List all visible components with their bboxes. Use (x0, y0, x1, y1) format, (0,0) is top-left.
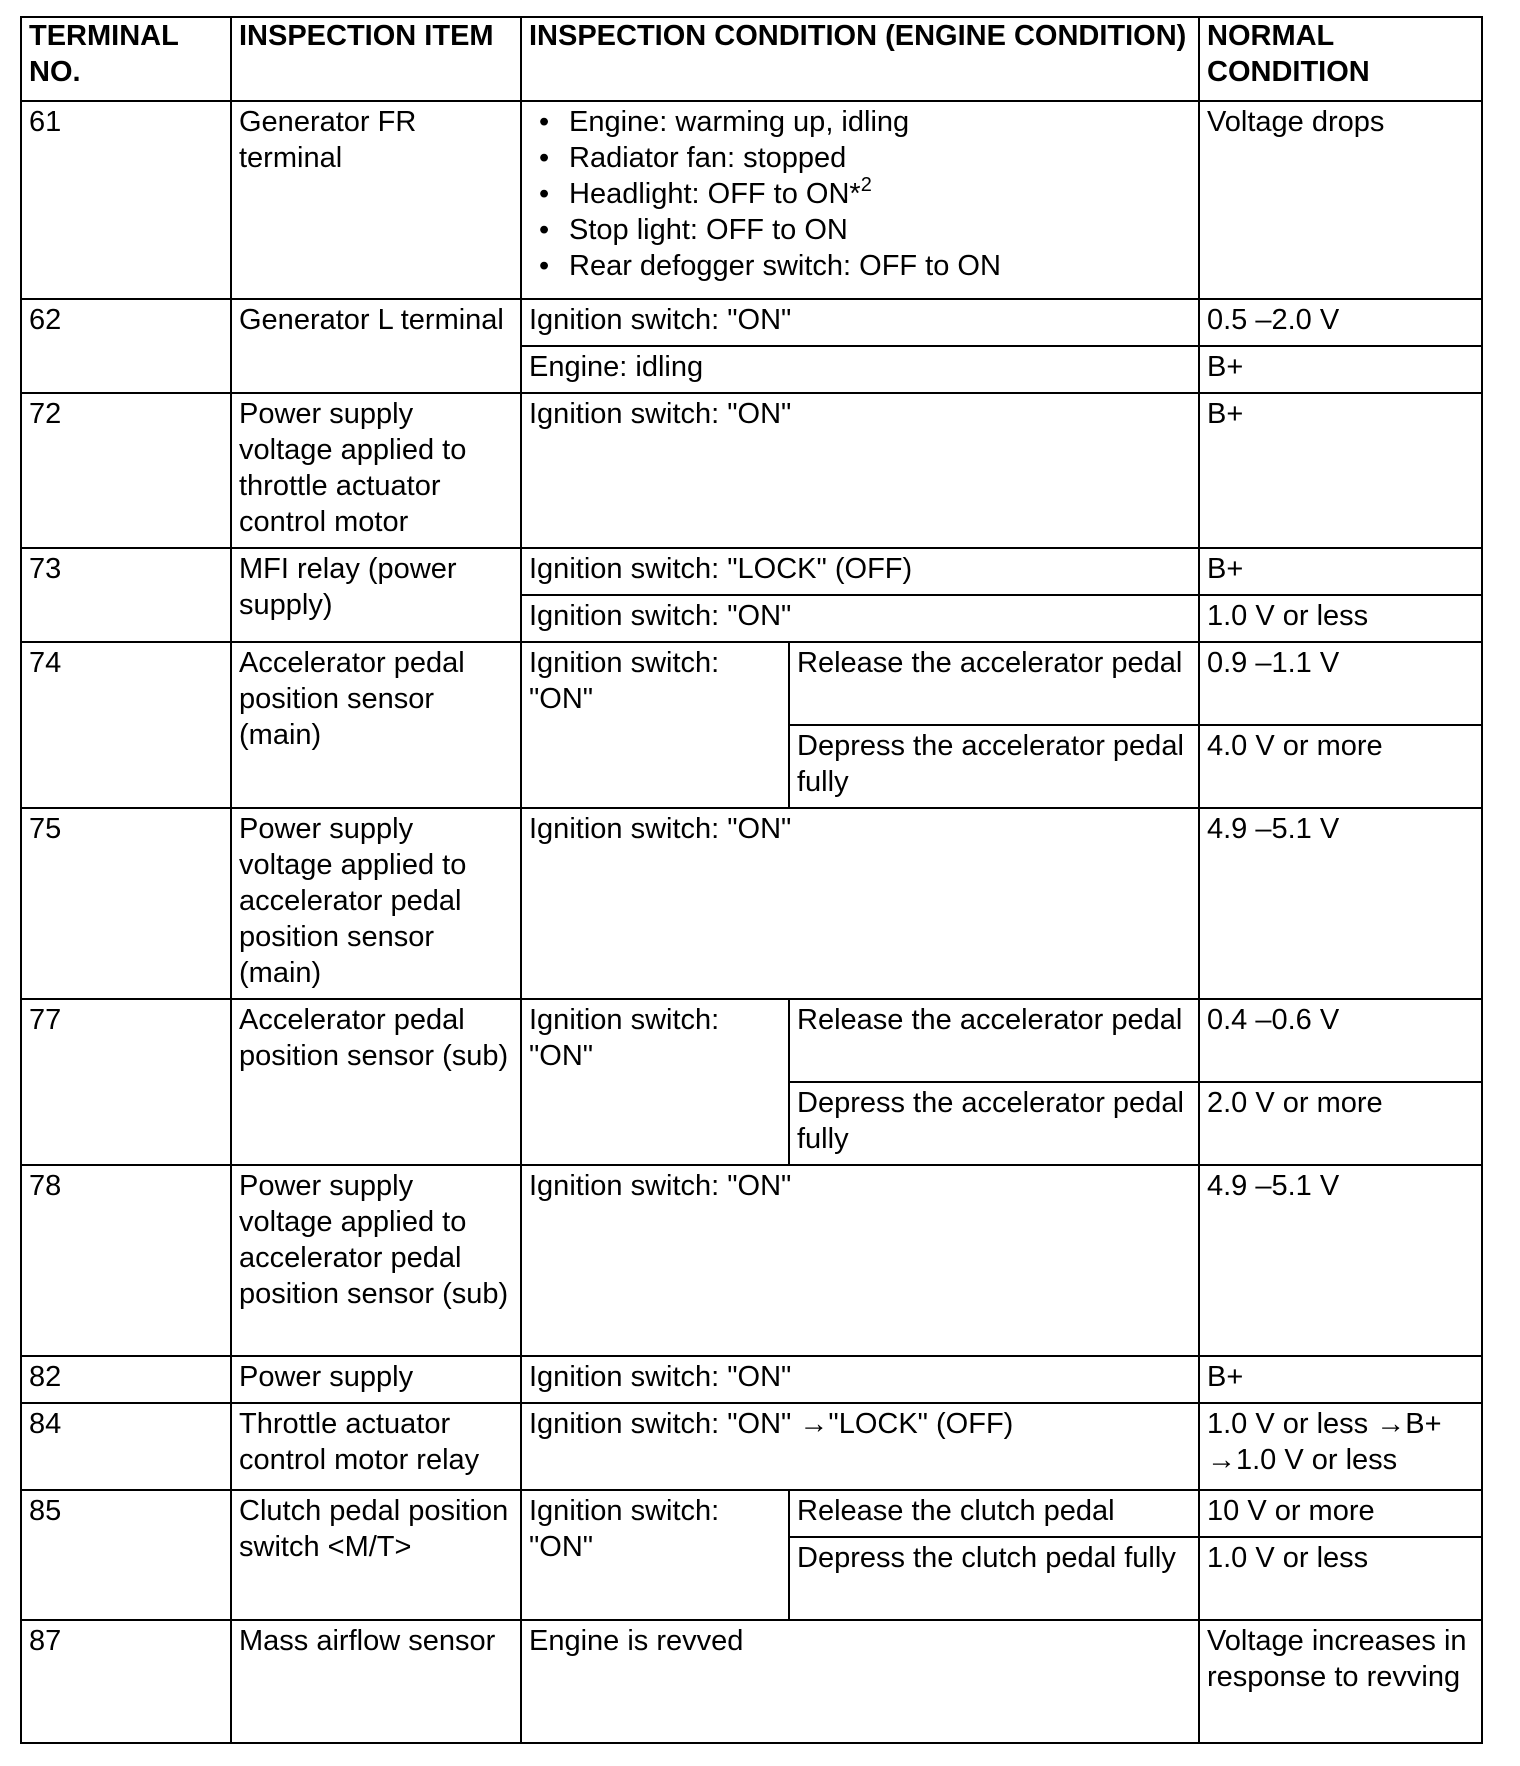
inspection-item: Power supply voltage applied to accelerator pedal position sensor (sub) (231, 1165, 521, 1356)
table-row (21, 299, 1482, 346)
inspection-item: Mass airflow sensor (231, 1620, 521, 1743)
terminal-number: 77 (21, 999, 231, 1165)
condition-bullet-list (529, 104, 1191, 284)
inspection-item: Power supply voltage applied to throttle actuator control motor (231, 393, 521, 548)
normal-condition: 0.4 –0.6 V (1199, 999, 1482, 1082)
inspection-item: Throttle actuator control motor relay (231, 1403, 521, 1490)
table-row (21, 1403, 1482, 1490)
table-row (21, 1490, 1482, 1537)
terminal-number: 61 (21, 101, 231, 299)
inspection-item: Generator L terminal (231, 299, 521, 393)
inspection-condition: Ignition switch: "ON" (521, 299, 1199, 346)
inspection-condition: Ignition switch: "ON" (521, 1490, 789, 1620)
inspection-item: Power supply (231, 1356, 521, 1403)
inspection-condition: Engine is revved (521, 1620, 1199, 1743)
inspection-item: Generator FR terminal (231, 101, 521, 299)
normal-condition: 4.9 –5.1 V (1199, 808, 1482, 999)
inspection-condition: Ignition switch: "ON" (521, 1165, 1199, 1356)
inspection-condition: Ignition switch: "LOCK" (OFF) (521, 548, 1199, 595)
normal-condition: 4.9 –5.1 V (1199, 1165, 1482, 1356)
footnote-reference: 2 (860, 174, 872, 196)
inspection-condition: Ignition switch: "ON" (521, 595, 1199, 642)
condition-bullet (529, 176, 1191, 212)
header-terminal-no: TERMINAL NO. (21, 17, 231, 101)
condition-bullet: • Stop light: OFF to ON (529, 212, 1191, 248)
table-row (21, 101, 1482, 299)
normal-condition: 1.0 V or less (1199, 595, 1482, 642)
inspection-sub-condition: Release the clutch pedal (789, 1490, 1199, 1537)
inspection-item: Clutch pedal position switch <M/T> (231, 1490, 521, 1620)
terminal-number: 75 (21, 808, 231, 999)
normal-condition: 2.0 V or more (1199, 1082, 1482, 1165)
normal-condition: 1.0 V or less (1199, 1537, 1482, 1620)
condition-bullet: • Engine: warming up, idling (529, 104, 1191, 140)
terminal-number: 84 (21, 1403, 231, 1490)
inspection-sub-condition: Release the accelerator pedal (789, 642, 1199, 725)
table-row (21, 642, 1482, 725)
terminal-inspection-table (20, 16, 1483, 1744)
inspection-sub-condition: Release the accelerator pedal (789, 999, 1199, 1082)
normal-condition: B+ (1199, 393, 1482, 548)
condition-bullet-text: Headlight: OFF to ON* (569, 178, 861, 210)
inspection-sub-condition: Depress the accelerator pedal fully (789, 725, 1199, 808)
normal-condition: Voltage drops (1199, 101, 1482, 299)
condition-bullet: • Rear defogger switch: OFF to ON (529, 248, 1191, 284)
table-row (21, 1165, 1482, 1356)
normal-condition: 1.0 V or less →B+ →1.0 V or less (1199, 1403, 1482, 1490)
header-inspection-item: INSPECTION ITEM (231, 17, 521, 101)
terminal-number: 82 (21, 1356, 231, 1403)
inspection-condition: Ignition switch: "ON" (521, 808, 1199, 999)
terminal-number: 62 (21, 299, 231, 393)
header-normal-condition: NORMAL CONDITION (1199, 17, 1482, 101)
terminal-number: 72 (21, 393, 231, 548)
terminal-number: 87 (21, 1620, 231, 1743)
condition-bullet: • Radiator fan: stopped (529, 140, 1191, 176)
normal-condition: 4.0 V or more (1199, 725, 1482, 808)
inspection-condition: Ignition switch: "ON" →"LOCK" (OFF) (521, 1403, 1199, 1490)
normal-condition: B+ (1199, 1356, 1482, 1403)
normal-condition: B+ (1199, 548, 1482, 595)
normal-condition: B+ (1199, 346, 1482, 393)
table-header-row (21, 17, 1482, 101)
inspection-item: Accelerator pedal position sensor (main) (231, 642, 521, 808)
normal-condition: 0.5 –2.0 V (1199, 299, 1482, 346)
inspection-condition: Ignition switch: "ON" (521, 999, 789, 1165)
table-row (21, 1620, 1482, 1743)
inspection-condition (521, 101, 1199, 299)
normal-condition: Voltage increases in response to revving (1199, 1620, 1482, 1743)
inspection-item: Power supply voltage applied to accelerator pedal position sensor (main) (231, 808, 521, 999)
header-inspection-condition: INSPECTION CONDITION (ENGINE CONDITION) (521, 17, 1199, 101)
inspection-condition: Ignition switch: "ON" (521, 1356, 1199, 1403)
table-row (21, 999, 1482, 1082)
inspection-sub-condition: Depress the accelerator pedal fully (789, 1082, 1199, 1165)
terminal-number: 73 (21, 548, 231, 642)
inspection-sub-condition: Depress the clutch pedal fully (789, 1537, 1199, 1620)
inspection-condition: Ignition switch: "ON" (521, 393, 1199, 548)
table-row (21, 393, 1482, 548)
normal-condition: 10 V or more (1199, 1490, 1482, 1537)
inspection-condition: Ignition switch: "ON" (521, 642, 789, 808)
table-row (21, 808, 1482, 999)
normal-condition: 0.9 –1.1 V (1199, 642, 1482, 725)
terminal-number: 85 (21, 1490, 231, 1620)
terminal-number: 78 (21, 1165, 231, 1356)
table-row (21, 1356, 1482, 1403)
inspection-item: MFI relay (power supply) (231, 548, 521, 642)
table-row (21, 548, 1482, 595)
inspection-item: Accelerator pedal position sensor (sub) (231, 999, 521, 1165)
inspection-condition: Engine: idling (521, 346, 1199, 393)
terminal-number: 74 (21, 642, 231, 808)
